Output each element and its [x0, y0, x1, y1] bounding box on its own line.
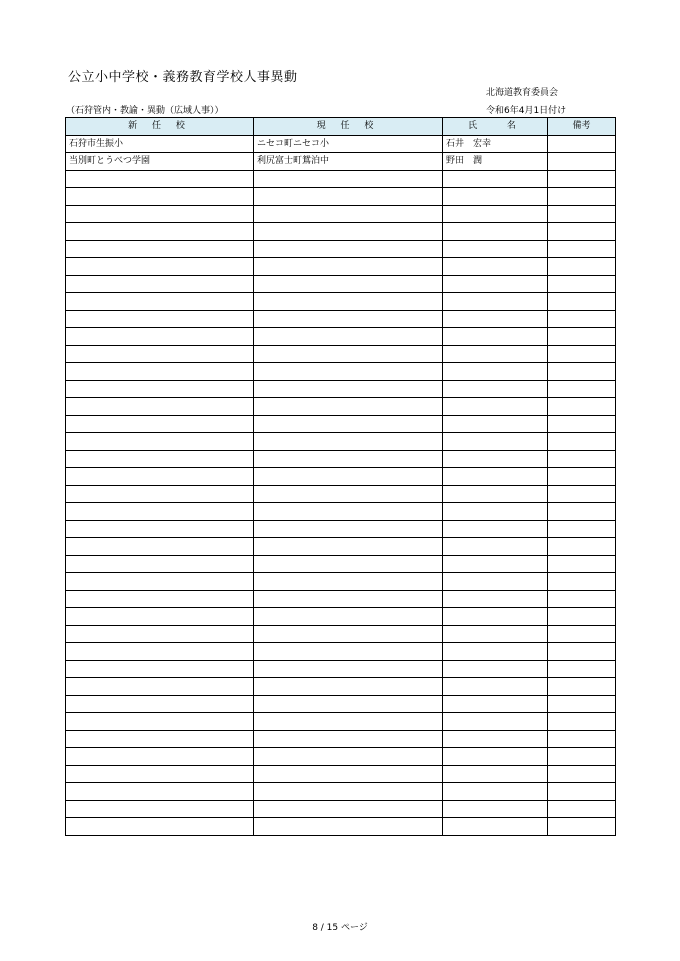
name-cell	[443, 258, 548, 276]
table-row	[66, 258, 616, 276]
current-school-cell	[254, 415, 443, 433]
table-row	[66, 713, 616, 731]
page-title: 公立小中学校・義務教育学校人事異動	[68, 70, 298, 85]
name-cell	[443, 713, 548, 731]
remarks-cell	[548, 433, 616, 451]
column-header-name: 氏 名	[443, 118, 548, 136]
remarks-cell	[548, 555, 616, 573]
remarks-cell	[548, 538, 616, 556]
name-cell	[443, 555, 548, 573]
current-school-cell	[254, 485, 443, 503]
name-cell	[443, 205, 548, 223]
table-row	[66, 765, 616, 783]
new-school-cell	[66, 555, 254, 573]
table-row	[66, 678, 616, 696]
remarks-cell	[548, 275, 616, 293]
current-school-cell	[254, 170, 443, 188]
new-school-cell	[66, 660, 254, 678]
name-cell	[443, 503, 548, 521]
new-school-cell	[66, 800, 254, 818]
table-row	[66, 555, 616, 573]
table-row	[66, 660, 616, 678]
remarks-cell	[548, 800, 616, 818]
new-school-cell	[66, 818, 254, 836]
table-row	[66, 643, 616, 661]
remarks-cell	[548, 818, 616, 836]
table-row	[66, 573, 616, 591]
name-cell: 野田 潤	[443, 153, 548, 171]
new-school-cell	[66, 783, 254, 801]
new-school-cell	[66, 398, 254, 416]
new-school-cell	[66, 468, 254, 486]
current-school-cell	[254, 223, 443, 241]
name-cell	[443, 538, 548, 556]
remarks-cell	[548, 678, 616, 696]
remarks-cell	[548, 468, 616, 486]
name-cell	[443, 765, 548, 783]
new-school-cell	[66, 223, 254, 241]
new-school-cell: 石狩市生振小	[66, 135, 254, 153]
table-row	[66, 538, 616, 556]
table-row	[66, 608, 616, 626]
effective-date: 令和6年4月1日付け	[486, 106, 567, 116]
table-row	[66, 415, 616, 433]
name-cell	[443, 310, 548, 328]
new-school-cell	[66, 573, 254, 591]
name-cell	[443, 625, 548, 643]
remarks-cell	[548, 503, 616, 521]
name-cell	[443, 380, 548, 398]
current-school-cell	[254, 450, 443, 468]
current-school-cell	[254, 275, 443, 293]
new-school-cell	[66, 275, 254, 293]
table-row	[66, 695, 616, 713]
remarks-cell	[548, 205, 616, 223]
new-school-cell	[66, 730, 254, 748]
remarks-cell	[548, 765, 616, 783]
current-school-cell	[254, 660, 443, 678]
table-row	[66, 363, 616, 381]
remarks-cell	[548, 608, 616, 626]
current-school-cell	[254, 433, 443, 451]
current-school-cell	[254, 398, 443, 416]
current-school-cell	[254, 573, 443, 591]
new-school-cell	[66, 643, 254, 661]
remarks-cell	[548, 170, 616, 188]
current-school-cell	[254, 643, 443, 661]
table-row	[66, 520, 616, 538]
remarks-cell	[548, 415, 616, 433]
table-header-row	[66, 118, 616, 136]
name-cell	[443, 573, 548, 591]
table-row	[66, 625, 616, 643]
current-school-cell	[254, 625, 443, 643]
table-body	[66, 135, 616, 835]
new-school-cell	[66, 713, 254, 731]
current-school-cell	[254, 608, 443, 626]
new-school-cell	[66, 240, 254, 258]
current-school-cell	[254, 188, 443, 206]
table-row	[66, 153, 616, 171]
name-cell	[443, 783, 548, 801]
current-school-cell	[254, 258, 443, 276]
table-row	[66, 398, 616, 416]
remarks-cell	[548, 713, 616, 731]
table-row	[66, 293, 616, 311]
remarks-cell	[548, 135, 616, 153]
new-school-cell	[66, 345, 254, 363]
name-cell	[443, 468, 548, 486]
new-school-cell	[66, 293, 254, 311]
table-row	[66, 450, 616, 468]
remarks-cell	[548, 730, 616, 748]
current-school-cell	[254, 363, 443, 381]
current-school-cell	[254, 748, 443, 766]
name-cell	[443, 223, 548, 241]
new-school-cell	[66, 310, 254, 328]
personnel-table	[65, 117, 616, 836]
name-cell	[443, 328, 548, 346]
table-row	[66, 800, 616, 818]
name-cell	[443, 730, 548, 748]
name-cell	[443, 275, 548, 293]
remarks-cell	[548, 345, 616, 363]
table-row	[66, 188, 616, 206]
table-row	[66, 468, 616, 486]
new-school-cell	[66, 450, 254, 468]
current-school-cell	[254, 555, 443, 573]
remarks-cell	[548, 153, 616, 171]
current-school-cell	[254, 380, 443, 398]
current-school-cell	[254, 328, 443, 346]
table-row	[66, 223, 616, 241]
current-school-cell	[254, 503, 443, 521]
table-row	[66, 380, 616, 398]
table-row	[66, 485, 616, 503]
remarks-cell	[548, 188, 616, 206]
new-school-cell	[66, 258, 254, 276]
new-school-cell	[66, 695, 254, 713]
new-school-cell	[66, 590, 254, 608]
new-school-cell	[66, 765, 254, 783]
new-school-cell	[66, 433, 254, 451]
remarks-cell	[548, 783, 616, 801]
current-school-cell	[254, 293, 443, 311]
new-school-cell	[66, 363, 254, 381]
page-subtitle: （石狩管内・教諭・異動（広域人事））	[66, 106, 224, 116]
table-row	[66, 170, 616, 188]
current-school-cell	[254, 783, 443, 801]
name-cell	[443, 643, 548, 661]
new-school-cell	[66, 205, 254, 223]
new-school-cell	[66, 748, 254, 766]
name-cell	[443, 345, 548, 363]
name-cell	[443, 748, 548, 766]
table-row	[66, 328, 616, 346]
new-school-cell	[66, 625, 254, 643]
table-row	[66, 748, 616, 766]
table-row	[66, 205, 616, 223]
name-cell	[443, 240, 548, 258]
name-cell	[443, 695, 548, 713]
remarks-cell	[548, 485, 616, 503]
remarks-cell	[548, 520, 616, 538]
current-school-cell	[254, 765, 443, 783]
new-school-cell	[66, 520, 254, 538]
new-school-cell	[66, 538, 254, 556]
current-school-cell	[254, 695, 443, 713]
current-school-cell	[254, 538, 443, 556]
remarks-cell	[548, 625, 616, 643]
current-school-cell	[254, 205, 443, 223]
new-school-cell	[66, 380, 254, 398]
name-cell	[443, 188, 548, 206]
name-cell	[443, 398, 548, 416]
new-school-cell	[66, 678, 254, 696]
remarks-cell	[548, 695, 616, 713]
table-row	[66, 818, 616, 836]
remarks-cell	[548, 240, 616, 258]
name-cell	[443, 433, 548, 451]
name-cell	[443, 293, 548, 311]
remarks-cell	[548, 450, 616, 468]
current-school-cell	[254, 818, 443, 836]
table-row	[66, 345, 616, 363]
table-row	[66, 783, 616, 801]
current-school-cell: 利尻富士町鴛泊中	[254, 153, 443, 171]
table-row	[66, 433, 616, 451]
current-school-cell	[254, 713, 443, 731]
new-school-cell	[66, 415, 254, 433]
name-cell	[443, 608, 548, 626]
current-school-cell	[254, 800, 443, 818]
name-cell	[443, 363, 548, 381]
name-cell	[443, 678, 548, 696]
name-cell	[443, 485, 548, 503]
name-cell	[443, 660, 548, 678]
name-cell	[443, 818, 548, 836]
remarks-cell	[548, 380, 616, 398]
name-cell	[443, 520, 548, 538]
remarks-cell	[548, 590, 616, 608]
name-cell	[443, 170, 548, 188]
remarks-cell	[548, 643, 616, 661]
name-cell	[443, 800, 548, 818]
current-school-cell	[254, 590, 443, 608]
current-school-cell	[254, 520, 443, 538]
current-school-cell	[254, 468, 443, 486]
table-row	[66, 275, 616, 293]
remarks-cell	[548, 328, 616, 346]
new-school-cell	[66, 328, 254, 346]
name-cell: 石井 宏幸	[443, 135, 548, 153]
remarks-cell	[548, 223, 616, 241]
new-school-cell	[66, 608, 254, 626]
remarks-cell	[548, 293, 616, 311]
name-cell	[443, 590, 548, 608]
new-school-cell	[66, 188, 254, 206]
column-header-current-school: 現 任 校	[254, 118, 443, 136]
new-school-cell: 当別町とうべつ学園	[66, 153, 254, 171]
current-school-cell	[254, 345, 443, 363]
remarks-cell	[548, 398, 616, 416]
name-cell	[443, 450, 548, 468]
remarks-cell	[548, 660, 616, 678]
table-row	[66, 310, 616, 328]
current-school-cell	[254, 240, 443, 258]
current-school-cell: ニセコ町ニセコ小	[254, 135, 443, 153]
issuer-name: 北海道教育委員会	[486, 88, 559, 98]
remarks-cell	[548, 748, 616, 766]
name-cell	[443, 415, 548, 433]
remarks-cell	[548, 258, 616, 276]
current-school-cell	[254, 678, 443, 696]
column-header-remarks: 備考	[548, 118, 616, 136]
remarks-cell	[548, 310, 616, 328]
table-row	[66, 730, 616, 748]
new-school-cell	[66, 170, 254, 188]
table-row	[66, 135, 616, 153]
current-school-cell	[254, 310, 443, 328]
page-number: 8 / 15 ページ	[312, 923, 368, 933]
remarks-cell	[548, 573, 616, 591]
current-school-cell	[254, 730, 443, 748]
remarks-cell	[548, 363, 616, 381]
new-school-cell	[66, 485, 254, 503]
table-row	[66, 503, 616, 521]
table-row	[66, 590, 616, 608]
table-row	[66, 240, 616, 258]
new-school-cell	[66, 503, 254, 521]
column-header-new-school: 新 任 校	[66, 118, 254, 136]
